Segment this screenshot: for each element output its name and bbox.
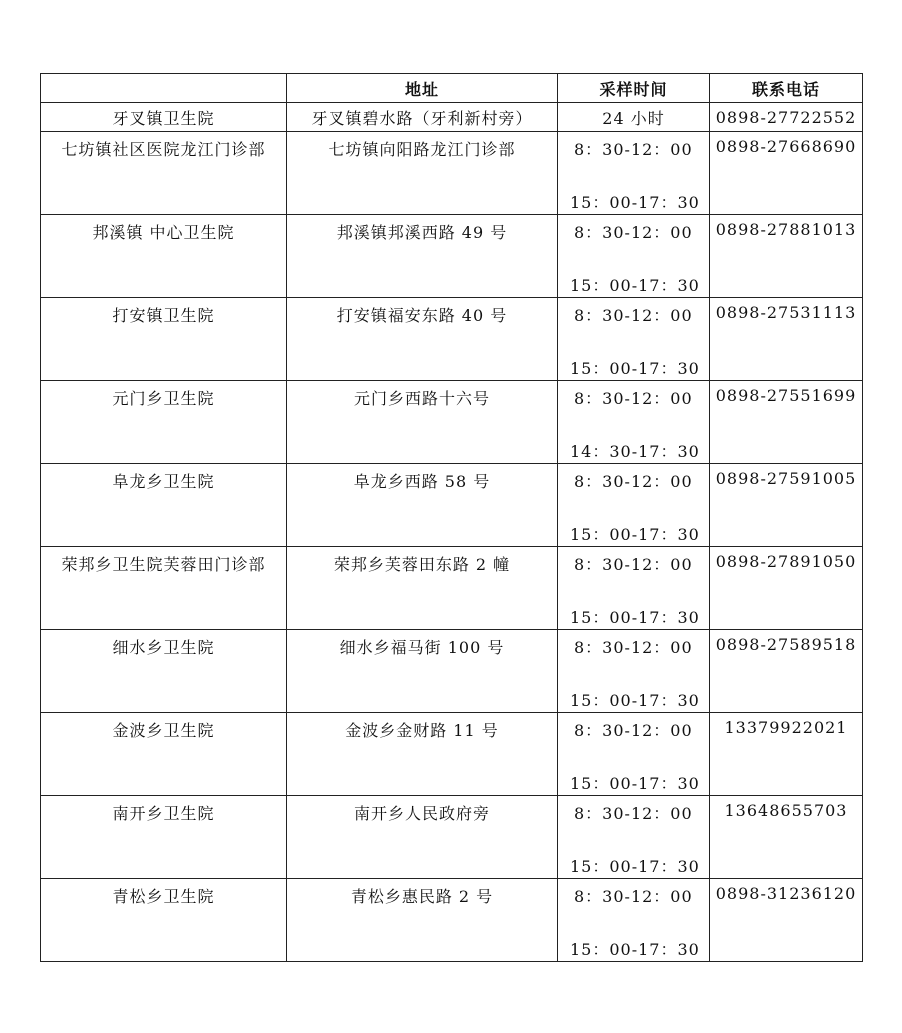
afternoon-hours: 15：00-17：30 — [570, 691, 700, 710]
site-phone: 0898-27891050 — [715, 552, 857, 571]
morning-hours: 8：30-12：00 — [574, 472, 693, 491]
site-time-cell — [558, 796, 710, 879]
site-phone: 13379922021 — [724, 718, 848, 737]
site-phone: 0898-27531113 — [715, 303, 857, 322]
site-address-cell — [287, 215, 558, 298]
site-name: 打安镇卫生院 — [112, 306, 215, 325]
site-phone-cell — [710, 796, 863, 879]
afternoon-hours: 15：00-17：30 — [570, 276, 700, 295]
morning-hours: 8：30-12：00 — [574, 721, 693, 740]
site-phone: 13648655703 — [724, 801, 848, 820]
site-address-cell — [287, 547, 558, 630]
afternoon-hours: 15：00-17：30 — [570, 608, 700, 627]
morning-hours: 8：30-12：00 — [574, 555, 693, 574]
site-time-cell — [558, 215, 710, 298]
site-name-cell — [41, 630, 287, 713]
site-name: 金波乡卫生院 — [112, 721, 215, 740]
site-time-cell — [558, 298, 710, 381]
site-time-cell — [558, 132, 710, 215]
sampling-sites-table — [40, 73, 863, 962]
table-row — [41, 879, 863, 962]
site-name: 元门乡卫生院 — [112, 389, 215, 408]
site-address: 细水乡福马街 100 号 — [339, 638, 505, 657]
site-time-cell — [558, 713, 710, 796]
site-address-cell — [287, 298, 558, 381]
afternoon-hours: 14：30-17：30 — [570, 442, 700, 461]
site-phone-cell — [710, 630, 863, 713]
morning-hours: 8：30-12：00 — [574, 887, 693, 906]
site-address-cell — [287, 879, 558, 962]
site-address-cell — [287, 713, 558, 796]
table-row — [41, 713, 863, 796]
site-phone-cell — [710, 879, 863, 962]
header-address: 地址 — [287, 74, 558, 103]
site-phone-cell — [710, 713, 863, 796]
site-phone-cell — [710, 547, 863, 630]
site-name: 荣邦乡卫生院芙蓉田门诊部 — [61, 555, 266, 574]
site-time-cell — [558, 381, 710, 464]
site-phone-cell — [710, 381, 863, 464]
morning-hours: 8：30-12：00 — [574, 804, 693, 823]
afternoon-hours: 15：00-17：30 — [570, 193, 700, 212]
site-name-cell — [41, 381, 287, 464]
morning-hours: 8：30-12：00 — [574, 223, 693, 242]
site-address: 阜龙乡西路 58 号 — [353, 472, 491, 491]
site-address-cell — [287, 796, 558, 879]
table-row — [41, 547, 863, 630]
site-address-cell — [287, 464, 558, 547]
site-address: 金波乡金财路 11 号 — [345, 721, 499, 740]
site-phone: 0898-27722552 — [710, 103, 863, 132]
site-phone: 0898-27551699 — [715, 386, 857, 405]
morning-hours: 8：30-12：00 — [574, 638, 693, 657]
table-row — [41, 132, 863, 215]
site-address: 七坊镇向阳路龙江门诊部 — [328, 140, 516, 159]
site-name: 阜龙乡卫生院 — [112, 472, 215, 491]
site-phone: 0898-27668690 — [715, 137, 857, 156]
site-name-cell — [41, 713, 287, 796]
site-name-cell — [41, 132, 287, 215]
table-row — [41, 215, 863, 298]
site-address-cell — [287, 381, 558, 464]
site-phone-cell — [710, 215, 863, 298]
site-time-cell — [558, 630, 710, 713]
table-header-row — [41, 74, 863, 103]
site-phone: 0898-27881013 — [715, 220, 857, 239]
table-row — [41, 298, 863, 381]
site-name-cell — [41, 547, 287, 630]
site-address-cell — [287, 132, 558, 215]
table-row — [41, 796, 863, 879]
afternoon-hours: 15：00-17：30 — [570, 857, 700, 876]
morning-hours: 8：30-12：00 — [574, 306, 693, 325]
table-row — [41, 103, 863, 132]
site-address: 打安镇福安东路 40 号 — [336, 306, 508, 325]
table-row — [41, 630, 863, 713]
header-name — [41, 74, 287, 103]
site-address: 荣邦乡芙蓉田东路 2 幢 — [333, 555, 511, 574]
morning-hours: 8：30-12：00 — [574, 389, 693, 408]
site-phone-cell — [710, 132, 863, 215]
site-name-cell — [41, 879, 287, 962]
site-name: 牙叉镇卫生院 — [41, 103, 287, 132]
site-address: 邦溪镇邦溪西路 49 号 — [336, 223, 508, 242]
table-row — [41, 381, 863, 464]
site-time: 24 小时 — [558, 103, 710, 132]
site-name: 青松乡卫生院 — [112, 887, 215, 906]
site-address: 南开乡人民政府旁 — [353, 804, 490, 823]
site-phone-cell — [710, 298, 863, 381]
afternoon-hours: 15：00-17：30 — [570, 940, 700, 959]
site-phone-cell — [710, 464, 863, 547]
site-name-cell — [41, 464, 287, 547]
site-name-cell — [41, 215, 287, 298]
afternoon-hours: 15：00-17：30 — [570, 525, 700, 544]
site-address: 元门乡西路十六号 — [353, 389, 490, 408]
site-time-cell — [558, 547, 710, 630]
afternoon-hours: 15：00-17：30 — [570, 774, 700, 793]
site-address: 牙叉镇碧水路（牙利新村旁） — [287, 103, 558, 132]
header-phone: 联系电话 — [710, 74, 863, 103]
site-name: 七坊镇社区医院龙江门诊部 — [61, 140, 266, 159]
morning-hours: 8：30-12：00 — [574, 140, 693, 159]
site-address-cell — [287, 630, 558, 713]
afternoon-hours: 15：00-17：30 — [570, 359, 700, 378]
site-name: 南开乡卫生院 — [112, 804, 215, 823]
site-address: 青松乡惠民路 2 号 — [350, 887, 494, 906]
header-sampling-time: 采样时间 — [558, 74, 710, 103]
site-time-cell — [558, 464, 710, 547]
site-phone: 0898-27591005 — [715, 469, 857, 488]
site-time-cell — [558, 879, 710, 962]
site-name: 细水乡卫生院 — [112, 638, 215, 657]
site-name: 邦溪镇 中心卫生院 — [92, 223, 235, 242]
site-phone: 0898-31236120 — [715, 884, 857, 903]
site-name-cell — [41, 298, 287, 381]
site-phone: 0898-27589518 — [715, 635, 857, 654]
site-name-cell — [41, 796, 287, 879]
table-row — [41, 464, 863, 547]
